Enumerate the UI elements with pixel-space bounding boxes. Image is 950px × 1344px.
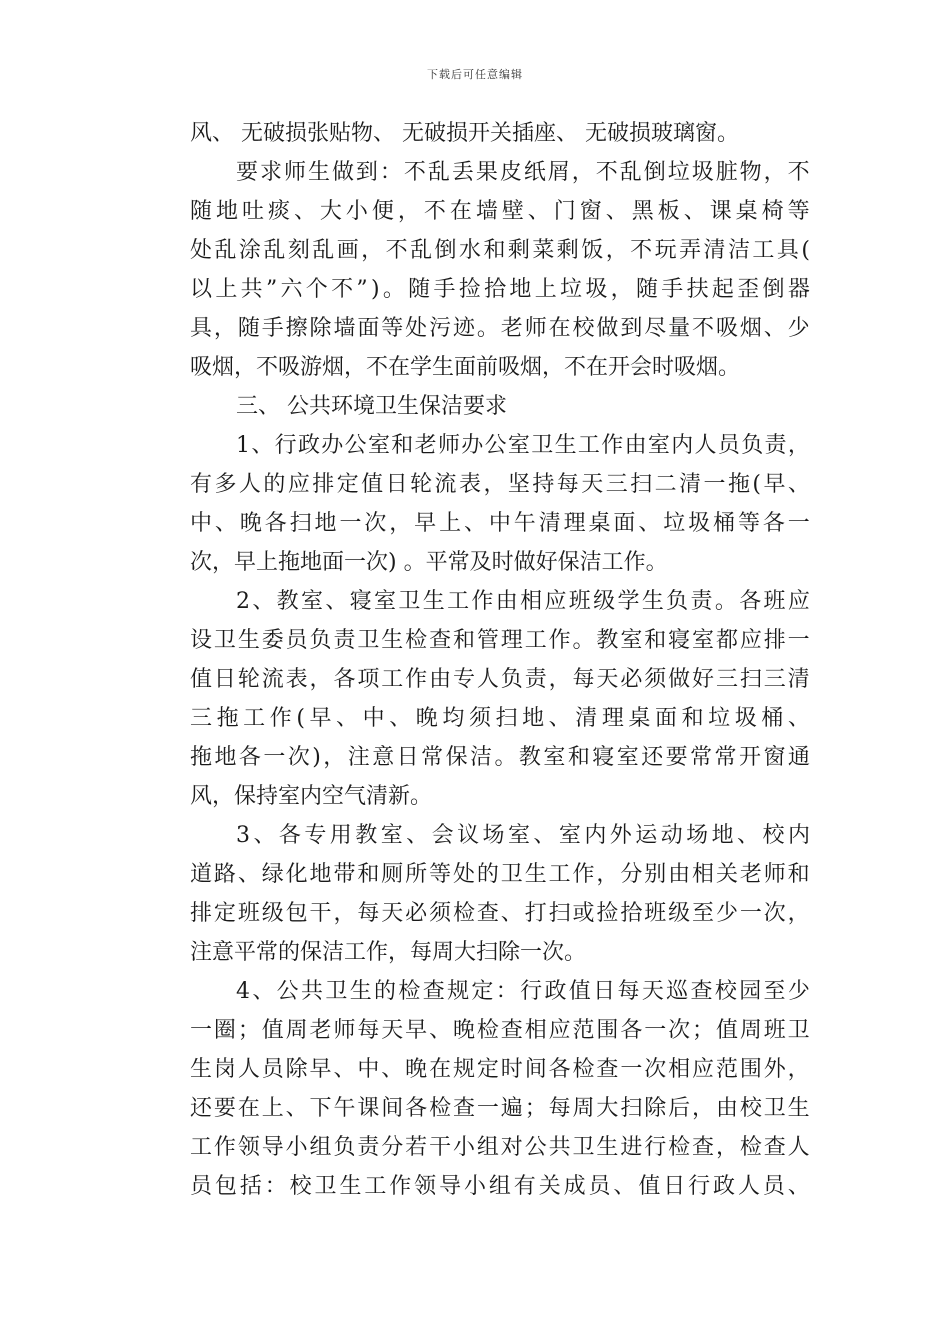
text-line: 风、 无破损张贴物、 无破损开关插座、 无破损玻璃窗。 [190, 121, 739, 146]
text-line: 一 圈 ； 值 周 老 师 每 天 早 、 晚 检 查 相 应 范 围 各 一 次 ； 值 周 班 卫 [190, 1018, 810, 1043]
text-line: 值 日 轮 流 表 ， 各 项 工 作 由 专 人 负 责 ， 每 天 必 须 做 好 三 扫 三 清 [190, 667, 810, 692]
text-line: 拖 地 各 一 次 ) ， 注 意 日 常 保 洁 。 教 室 和 寝 室 还 要 常 常 开 窗 通 [190, 745, 810, 770]
text-line: 三、 公共环境卫生保洁要求 [236, 394, 507, 419]
text-line: 员 包 括 ： 校 卫 生 工 作 领 导 小 组 有 关 成 员 、 值 日 行 政 人 员 、 [190, 1174, 810, 1199]
text-line: 中 、 晚 各 扫 地 一 次 ， 早 上 、 中 午 清 理 桌 面 、 垃 圾 桶 等 各 一 [190, 511, 810, 536]
text-line: 处 乱 涂 乱 刻 乱 画 ， 不 乱 倒 水 和 剩 菜 剩 饭 ， 不 玩 弄 清 洁 工 具 ( [190, 238, 810, 263]
text-line: 具 ， 随 手 擦 除 墙 面 等 处 污 迹 。 老 师 在 校 做 到 尽 量 不 吸 烟 、 少 [190, 316, 810, 341]
text-line: 有 多 人 的 应 排 定 值 日 轮 流 表 ， 坚 持 每 天 三 扫 二 清 一 拖 ( 早 、 [190, 472, 810, 497]
text-line: 三 拖 工 作 ( 早 、 中 、 晚 均 须 扫 地 、 清 理 桌 面 和 垃 圾 桶 、 [190, 706, 810, 731]
text-line: 吸烟，不吸游烟，不在学生面前吸烟，不在开会时吸烟。 [190, 355, 741, 380]
text-line: 设 卫 生 委 员 负 责 卫 生 检 查 和 管 理 工 作 。 教 室 和 寝 室 都 应 排 一 [190, 628, 810, 653]
text-line: 工 作 领 导 小 组 负 责 分 若 干 小 组 对 公 共 卫 生 进 行 检 查 ， 检 查 人 [190, 1135, 810, 1160]
text-line: 次，早上拖地面一次) 。平常及时做好保洁工作。 [190, 550, 668, 575]
text-line: 道 路 、 绿 化 地 带 和 厕 所 等 处 的 卫 生 工 作 ， 分 别 由 相 关 老 师 和 [190, 862, 810, 887]
text-line: 要 求 师 生 做 到 ： 不 乱 丢 果 皮 纸 屑 ， 不 乱 倒 垃 圾 脏 物 ， 不 [236, 160, 810, 185]
text-line: 1 、 行 政 办 公 室 和 老 师 办 公 室 卫 生 工 作 由 室 内 人 员 负 责 ， [236, 433, 810, 458]
text-line: 以 上 共 ” 六 个 不 ” ) 。 随 手 捡 拾 地 上 垃 圾 ， 随 手 扶 起 歪 倒 器 [190, 277, 810, 302]
document-body [190, 114, 810, 1206]
text-line: 风，保持室内空气清新。 [190, 784, 433, 809]
text-line: 2 、 教 室 、 寝 室 卫 生 工 作 由 相 应 班 级 学 生 负 责 。 各 班 应 [236, 589, 810, 614]
text-line: 4 、 公 共 卫 生 的 检 查 规 定 ： 行 政 值 日 每 天 巡 查 校 园 至 少 [236, 979, 810, 1004]
page-header-note: 下载后可任意编辑 [427, 68, 523, 81]
text-line: 生 岗 人 员 除 早 、 中 、 晚 在 规 定 时 间 各 检 查 一 次 相 应 范 围 外 ， [190, 1057, 810, 1082]
text-line: 注意平常的保洁工作，每周大扫除一次。 [190, 940, 587, 965]
text-line: 3 、 各 专 用 教 室 、 会 议 场 室 、 室 内 外 运 动 场 地 、 校 内 [236, 823, 810, 848]
text-line: 还 要 在 上 、 下 午 课 间 各 检 查 一 遍 ； 每 周 大 扫 除 后 ， 由 校 卫 生 [190, 1096, 810, 1121]
text-line: 排 定 班 级 包 干 ， 每 天 必 须 检 查 、 打 扫 或 捡 拾 班 级 至 少 一 次 ， [190, 901, 810, 926]
text-line: 随 地 吐 痰 、 大 小 便 ， 不 在 墙 壁 、 门 窗 、 黑 板 、 课 桌 椅 等 [190, 199, 810, 224]
